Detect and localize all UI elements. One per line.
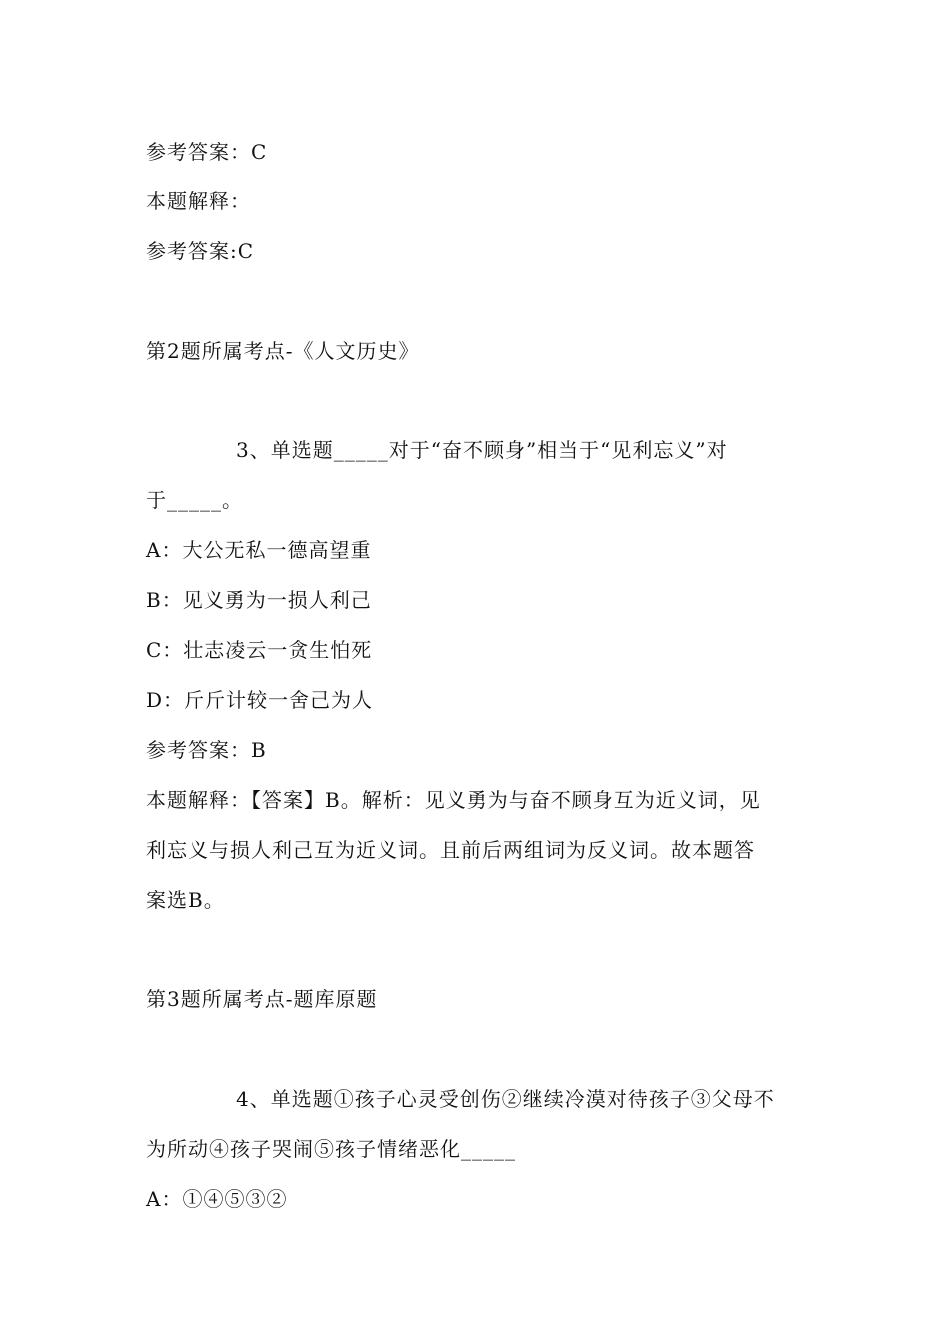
q3-topic: 第3题所属考点-题库原题 <box>146 987 378 1011</box>
q2-explanation-label: 本题解释： <box>146 189 251 213</box>
q3-question-line-2: 于_____。 <box>146 488 243 512</box>
q2-topic: 第2题所属考点-《人文历史》 <box>146 339 420 363</box>
q3-explanation-line-1: 本题解释：【答案】B。解析：见义勇为与奋不顾身互为近义词，见 <box>146 788 761 812</box>
q3-option-b: B：见义勇为一损人利己 <box>146 588 372 612</box>
q3-explanation-line-3: 案选B。 <box>146 888 225 912</box>
q4-option-a: A：①④⑤③② <box>146 1187 288 1211</box>
q2-answer-line: 参考答案：C <box>146 140 268 164</box>
q3-question-line-1: 3、单选题_____对于“奋不顾身”相当于“见利忘义”对 <box>236 438 728 462</box>
q3-explanation-line-2: 利忘义与损人利己互为近义词。且前后两组词为反义词。故本题答 <box>146 838 755 862</box>
q2-answer-line-2: 参考答案:C <box>146 239 255 263</box>
q4-question-line-1: 4、单选题①孩子心灵受创伤②继续冷漠对待孩子③父母不 <box>236 1087 775 1111</box>
q4-question-line-2: 为所动④孩子哭闹⑤孩子情绪恶化_____ <box>146 1137 516 1161</box>
q3-option-a: A：大公无私一德高望重 <box>146 538 372 562</box>
q3-answer-line: 参考答案：B <box>146 738 267 762</box>
q3-option-c: C：壮志凌云一贪生怕死 <box>146 638 373 662</box>
q3-option-d: D：斤斤计较一舍己为人 <box>146 688 374 712</box>
